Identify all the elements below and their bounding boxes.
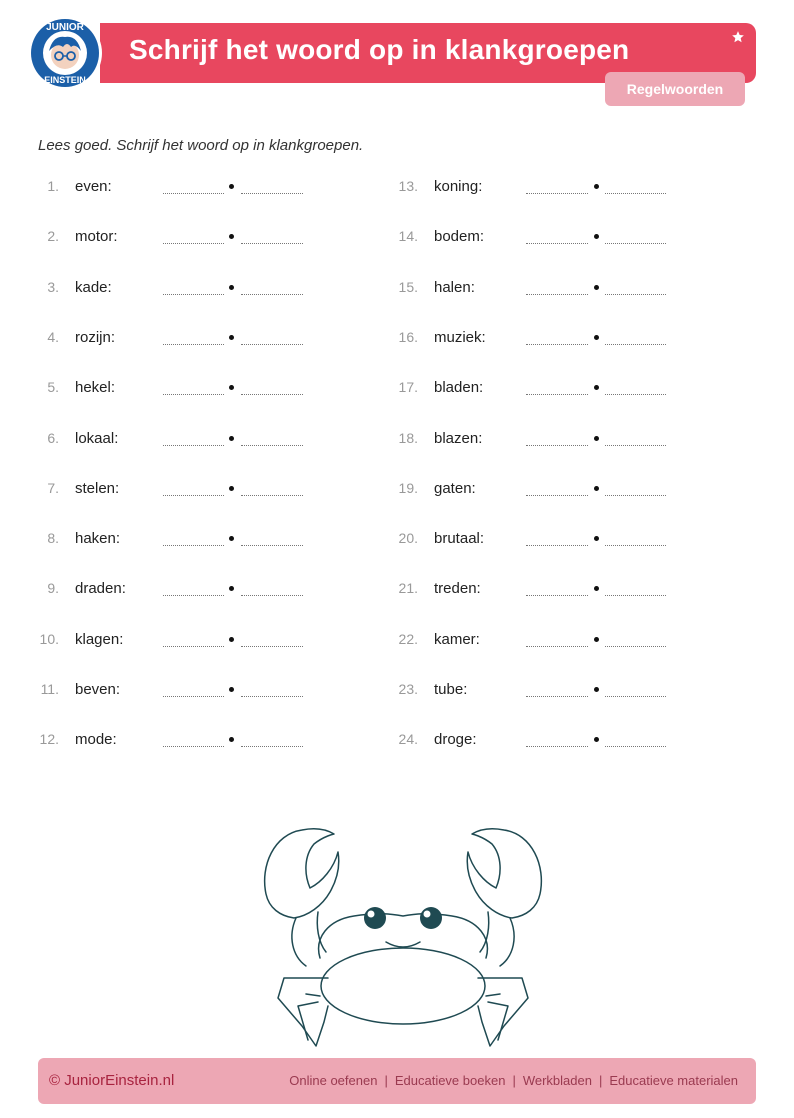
exercise-word: klagen: (75, 630, 124, 648)
syllable-separator-dot (594, 184, 599, 189)
answer-blank-first[interactable] (526, 646, 588, 647)
answer-blank-second[interactable] (241, 495, 303, 496)
exercise-number: 17. (398, 379, 418, 396)
answer-blank-first[interactable] (163, 495, 224, 496)
exercise-word: haken: (75, 530, 121, 548)
answer-blank-second[interactable] (241, 696, 303, 697)
exercise-row (37, 679, 357, 703)
answer-blank-first[interactable] (526, 193, 588, 194)
answer-blank-second[interactable] (605, 595, 666, 596)
exercise-row (37, 277, 357, 301)
exercise-row (37, 176, 357, 200)
exercise-row (37, 377, 357, 401)
exercise-number: 8. (47, 530, 59, 547)
exercise-number: 24. (398, 731, 418, 748)
syllable-separator-dot (229, 385, 234, 390)
answer-blank-second[interactable] (605, 344, 666, 345)
answer-blank-first[interactable] (163, 595, 224, 596)
syllable-separator-dot (229, 737, 234, 742)
exercise-word: kamer: (434, 630, 480, 648)
answer-blank-second[interactable] (241, 344, 303, 345)
exercise-word: treden: (434, 580, 481, 598)
exercise-number: 5. (47, 379, 59, 396)
exercise-number: 21. (398, 580, 418, 597)
exercise-word: koning: (434, 178, 483, 195)
answer-blank-second[interactable] (241, 445, 303, 446)
answer-blank-first[interactable] (526, 746, 588, 747)
page-title: Schrijf het woord op in klankgroepen (129, 34, 630, 65)
syllable-separator-dot (594, 687, 599, 692)
answer-blank-first[interactable] (163, 243, 224, 244)
exercise-word: halen: (434, 278, 475, 296)
exercise-number: 3. (47, 278, 59, 295)
exercise-word: mode: (75, 731, 117, 749)
syllable-separator-dot (594, 637, 599, 642)
syllable-separator-dot (594, 586, 599, 591)
exercise-number: 2. (47, 228, 59, 245)
syllable-separator-dot (594, 486, 599, 491)
answer-blank-second[interactable] (605, 696, 666, 697)
exercise-row (396, 327, 716, 351)
answer-blank-first[interactable] (526, 545, 588, 546)
exercise-row (37, 428, 357, 452)
exercise-row (396, 277, 716, 301)
exercise-word: bodem: (434, 228, 485, 246)
footer-links: Online oefenen | Educatieve boeken | Werkbladen | Educatieve materialen (289, 1073, 738, 1088)
exercise-number: 15. (398, 278, 418, 295)
footer-link-educatieve-materialen[interactable]: Educatieve materialen (609, 1073, 738, 1088)
exercise-word: lokaal: (75, 429, 119, 447)
junior-einstein-logo[interactable] (27, 15, 103, 91)
syllable-separator-dot (229, 285, 234, 290)
footer-copyright[interactable]: © JuniorEinstein.nl (49, 1072, 175, 1089)
answer-blank-second[interactable] (241, 193, 303, 194)
exercise-row (396, 226, 716, 250)
exercise-number: 9. (47, 580, 59, 597)
exercise-word: rozijn: (75, 328, 116, 346)
exercise-row (396, 478, 716, 502)
exercise-number: 12. (39, 731, 59, 748)
syllable-separator-dot (594, 436, 599, 441)
answer-blank-first[interactable] (163, 294, 224, 295)
syllable-separator-dot (594, 737, 599, 742)
syllable-separator-dot (229, 586, 234, 591)
star-icon[interactable] (731, 30, 745, 44)
exercise-row (37, 578, 357, 602)
answer-blank-second[interactable] (605, 495, 666, 496)
exercise-word: beven: (75, 681, 121, 698)
exercise-number: 19. (398, 479, 418, 496)
exercise-number: 23. (398, 681, 418, 697)
answer-blank-second[interactable] (241, 545, 303, 546)
exercise-row (37, 629, 357, 653)
exercise-row (396, 729, 716, 753)
exercise-row (396, 578, 716, 602)
footer-link-werkbladen[interactable]: Werkbladen (522, 1073, 592, 1088)
exercise-row (396, 528, 716, 552)
exercise-row (396, 176, 716, 200)
answer-blank-second[interactable] (605, 545, 666, 546)
answer-blank-second[interactable] (241, 746, 303, 747)
exercise-word: motor: (75, 228, 118, 246)
syllable-separator-dot (594, 335, 599, 340)
exercise-word: brutaal: (434, 530, 485, 548)
answer-blank-second[interactable] (605, 294, 666, 295)
syllable-separator-dot (229, 536, 234, 541)
exercise-number: 18. (398, 429, 418, 446)
exercise-number: 13. (398, 178, 418, 194)
footer-link-educatieve-boeken[interactable]: Educatieve boeken (394, 1073, 506, 1088)
exercise-number: 14. (398, 228, 418, 245)
syllable-separator-dot (594, 536, 599, 541)
logo-text-top: JUNIOR (46, 22, 84, 33)
exercise-row (396, 377, 716, 401)
exercise-number: 4. (47, 328, 59, 345)
syllable-separator-dot (229, 184, 234, 189)
answer-blank-first[interactable] (163, 445, 224, 446)
answer-blank-second[interactable] (241, 394, 303, 395)
answer-blank-second[interactable] (241, 595, 303, 596)
exercise-word: stelen: (75, 479, 120, 497)
exercise-word: droge: (434, 731, 477, 749)
answer-blank-second[interactable] (241, 243, 303, 244)
answer-blank-second[interactable] (605, 646, 666, 647)
syllable-separator-dot (594, 285, 599, 290)
answer-blank-first[interactable] (526, 495, 588, 496)
answer-blank-first[interactable] (163, 394, 224, 395)
answer-blank-first[interactable] (163, 193, 224, 194)
exercise-number: 11. (40, 681, 59, 697)
answer-blank-first[interactable] (526, 243, 588, 244)
exercise-word: blazen: (434, 429, 483, 447)
answer-blank-second[interactable] (605, 394, 666, 395)
answer-blank-first[interactable] (526, 595, 588, 596)
category-badge[interactable]: Regelwoorden (605, 72, 745, 106)
exercise-word: kade: (75, 278, 112, 296)
syllable-separator-dot (229, 687, 234, 692)
answer-blank-first[interactable] (526, 445, 588, 446)
exercise-number: 1. (47, 178, 59, 194)
instruction-text: Lees goed. Schrijf het woord op in klankgroepen. (38, 137, 364, 154)
exercise-word: hekel: (75, 379, 116, 397)
exercise-number: 7. (47, 479, 59, 496)
answer-blank-first[interactable] (163, 646, 224, 647)
answer-blank-second[interactable] (605, 243, 666, 244)
answer-blank-first[interactable] (526, 696, 588, 697)
answer-blank-first[interactable] (163, 344, 224, 345)
answer-blank-first[interactable] (526, 344, 588, 345)
exercise-word: even: (75, 178, 112, 195)
exercise-row (396, 428, 716, 452)
answer-blank-first[interactable] (163, 545, 224, 546)
answer-blank-second[interactable] (241, 294, 303, 295)
answer-blank-first[interactable] (163, 746, 224, 747)
exercise-row (37, 327, 357, 351)
exercise-row (396, 629, 716, 653)
syllable-separator-dot (229, 436, 234, 441)
footer (38, 1058, 756, 1104)
exercise-word: bladen: (434, 379, 484, 397)
exercise-row (396, 679, 716, 703)
exercise-row (37, 528, 357, 552)
syllable-separator-dot (229, 335, 234, 340)
exercise-row (37, 729, 357, 753)
answer-blank-first[interactable] (526, 294, 588, 295)
answer-blank-second[interactable] (605, 445, 666, 446)
answer-blank-second[interactable] (605, 746, 666, 747)
syllable-separator-dot (229, 637, 234, 642)
answer-blank-first[interactable] (163, 696, 224, 697)
exercise-number: 22. (398, 630, 418, 647)
syllable-separator-dot (229, 486, 234, 491)
syllable-separator-dot (594, 385, 599, 390)
exercise-word: muziek: (434, 328, 486, 346)
exercise-word: draden: (75, 580, 126, 598)
syllable-separator-dot (594, 234, 599, 239)
exercise-word: tube: (434, 681, 468, 698)
answer-blank-second[interactable] (605, 193, 666, 194)
crab-illustration (258, 826, 548, 1058)
answer-blank-first[interactable] (526, 394, 588, 395)
logo-text-bottom: EINSTEIN (44, 75, 86, 85)
exercise-number: 6. (47, 429, 59, 446)
exercise-row (37, 226, 357, 250)
footer-link-online-oefenen[interactable]: Online oefenen (289, 1073, 378, 1088)
exercise-word: gaten: (434, 479, 476, 497)
exercise-row (37, 478, 357, 502)
exercise-number: 16. (398, 328, 418, 345)
exercise-number: 10. (39, 630, 59, 647)
answer-blank-second[interactable] (241, 646, 303, 647)
syllable-separator-dot (229, 234, 234, 239)
exercise-number: 20. (398, 530, 418, 547)
